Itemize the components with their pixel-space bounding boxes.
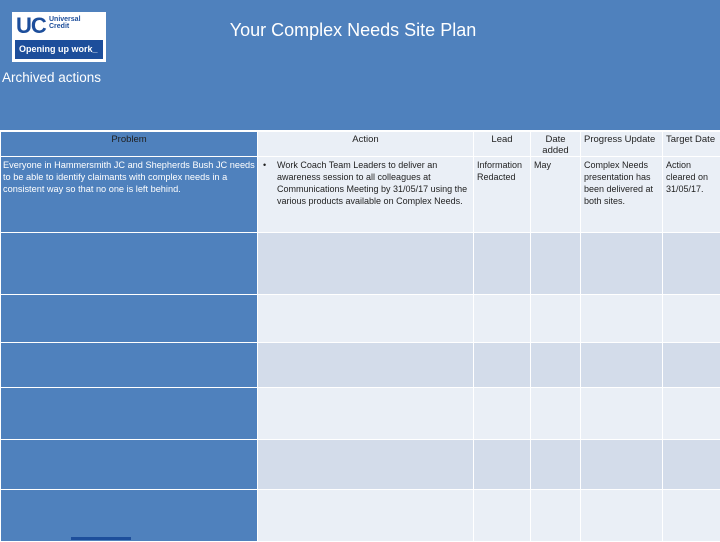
section-bar — [0, 68, 720, 131]
actions-table — [0, 131, 720, 542]
lead-text: Information Redacted — [474, 157, 530, 185]
table-row — [1, 490, 720, 542]
header-problem: Problem — [1, 132, 258, 157]
header-bar — [0, 0, 720, 69]
header-lead: Lead — [474, 132, 531, 157]
problem-text: Everyone in Hammersmith JC and Shepherds Bush JC needs to be able to identify claimants with complex needs in a consistent way so that no one is left behind. — [1, 157, 257, 197]
action-text: Work Coach Team Leaders to deliver an awareness session to all colleagues at Communications Meeting by 31/05/17 using the various products available on Complex Needs. — [277, 159, 470, 207]
logo-brand: UC — [16, 13, 46, 39]
table-header-row — [1, 132, 720, 157]
bullet-icon: • — [261, 159, 277, 207]
header-action: Action — [258, 132, 474, 157]
header-progress-update: Progress Update — [581, 132, 663, 157]
table-row — [1, 295, 720, 343]
date-added-text: May — [531, 157, 580, 173]
table-row — [1, 388, 720, 440]
page-title: Your Complex Needs Site Plan — [110, 20, 596, 41]
cell-progress — [581, 157, 663, 233]
table-row — [1, 233, 720, 295]
cell-problem — [1, 157, 258, 233]
universal-credit-logo — [12, 12, 106, 62]
logo-subtitle: Universal Credit — [49, 16, 89, 30]
cell-target — [663, 157, 720, 233]
target-text: Action cleared on 31/05/17. — [663, 157, 720, 197]
header-date-added: Date added — [531, 132, 581, 157]
logo-tagline: Opening up work_ — [15, 40, 103, 59]
cell-lead — [474, 157, 531, 233]
header-target-date: Target Date — [663, 132, 720, 157]
table-row — [1, 343, 720, 388]
progress-text: Complex Needs presentation has been delivered at both sites. — [581, 157, 662, 209]
table-row — [1, 440, 720, 490]
cell-action — [258, 157, 474, 233]
section-title: Archived actions — [2, 70, 101, 85]
table-row — [1, 157, 720, 233]
cell-date-added — [531, 157, 581, 233]
